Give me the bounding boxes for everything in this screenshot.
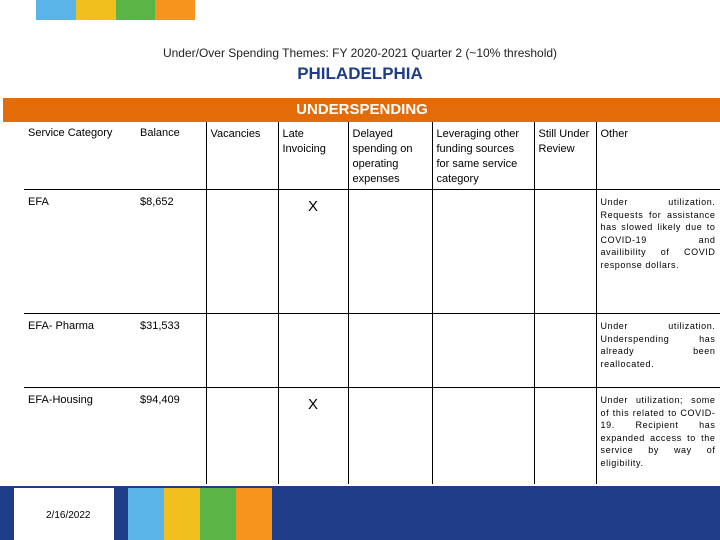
band-label: UNDERSPENDING	[296, 101, 428, 118]
header-balance: Balance	[140, 127, 180, 139]
table-row	[24, 314, 720, 388]
cell-leveraging	[432, 388, 534, 484]
strip-orange	[155, 0, 195, 20]
cell-review	[534, 388, 596, 484]
top-color-strip	[36, 0, 195, 20]
cell-other	[596, 314, 720, 388]
table-header-row	[24, 122, 720, 190]
x-mark: X	[307, 396, 318, 413]
header-still-under-review: Still Under Review	[534, 122, 596, 190]
cell-review	[534, 314, 596, 388]
cell-balance: $8,652	[136, 190, 206, 314]
other-note: Under utilization. Underspending has already been reallocated.	[600, 321, 716, 369]
spending-table	[24, 122, 720, 484]
page-number: 4	[645, 488, 651, 498]
footer-date: 2/16/2022	[46, 510, 91, 521]
cell-late-invoicing	[278, 388, 348, 484]
other-note: Under utilization; some of this related to COVID-19. Recipient has expanded access to the service by way of eligibility.	[600, 395, 716, 468]
cell-category: EFA-Housing	[24, 388, 136, 484]
header-vacancies: Vacancies	[206, 122, 278, 190]
cell-vacancies	[206, 314, 278, 388]
slide-title: Under/Over Spending Themes: FY 2020-2021 Quarter 2 (~10% threshold)	[162, 46, 558, 60]
strip-yellow	[76, 0, 116, 20]
strip-blue	[36, 0, 76, 20]
strip-green	[116, 0, 156, 20]
cell-vacancies	[206, 190, 278, 314]
header-leveraging: Leveraging other funding sources for same service category	[432, 122, 534, 190]
x-mark: X	[307, 198, 318, 215]
footer-bar-yellow	[164, 488, 200, 540]
cell-delayed	[348, 314, 432, 388]
cell-leveraging	[432, 314, 534, 388]
header-late-invoicing: Late Invoicing	[278, 122, 348, 190]
header-other: Other	[596, 122, 720, 190]
header-delayed-spending: Delayed spending on operating expenses	[348, 122, 432, 190]
cell-delayed	[348, 388, 432, 484]
header-service-category: Service Category	[28, 127, 113, 139]
cell-category: EFA	[24, 190, 136, 314]
underspending-band	[3, 98, 720, 122]
cell-leveraging	[432, 190, 534, 314]
cell-late-invoicing	[278, 314, 348, 388]
cell-review	[534, 190, 596, 314]
footer-bar-blue	[128, 488, 164, 540]
cell-other	[596, 190, 720, 314]
cell-balance: $31,533	[136, 314, 206, 388]
footer-date-box	[14, 488, 114, 540]
other-note: Under utilization. Requests for assistance has slowed likely due to COVID-19 and availibility of COVID response dollars.	[600, 197, 716, 270]
footer-bar-green	[200, 488, 236, 540]
footer-color-bars	[128, 488, 272, 540]
table-row	[24, 190, 720, 314]
cell-late-invoicing	[278, 190, 348, 314]
cell-vacancies	[206, 388, 278, 484]
footer-bar-orange	[236, 488, 272, 540]
cell-other	[596, 388, 720, 484]
cell-delayed	[348, 190, 432, 314]
cell-category: EFA- Pharma	[24, 314, 136, 388]
table-row	[24, 388, 720, 484]
slide-subtitle: PHILADELPHIA	[297, 64, 423, 83]
cell-balance: $94,409	[136, 388, 206, 484]
